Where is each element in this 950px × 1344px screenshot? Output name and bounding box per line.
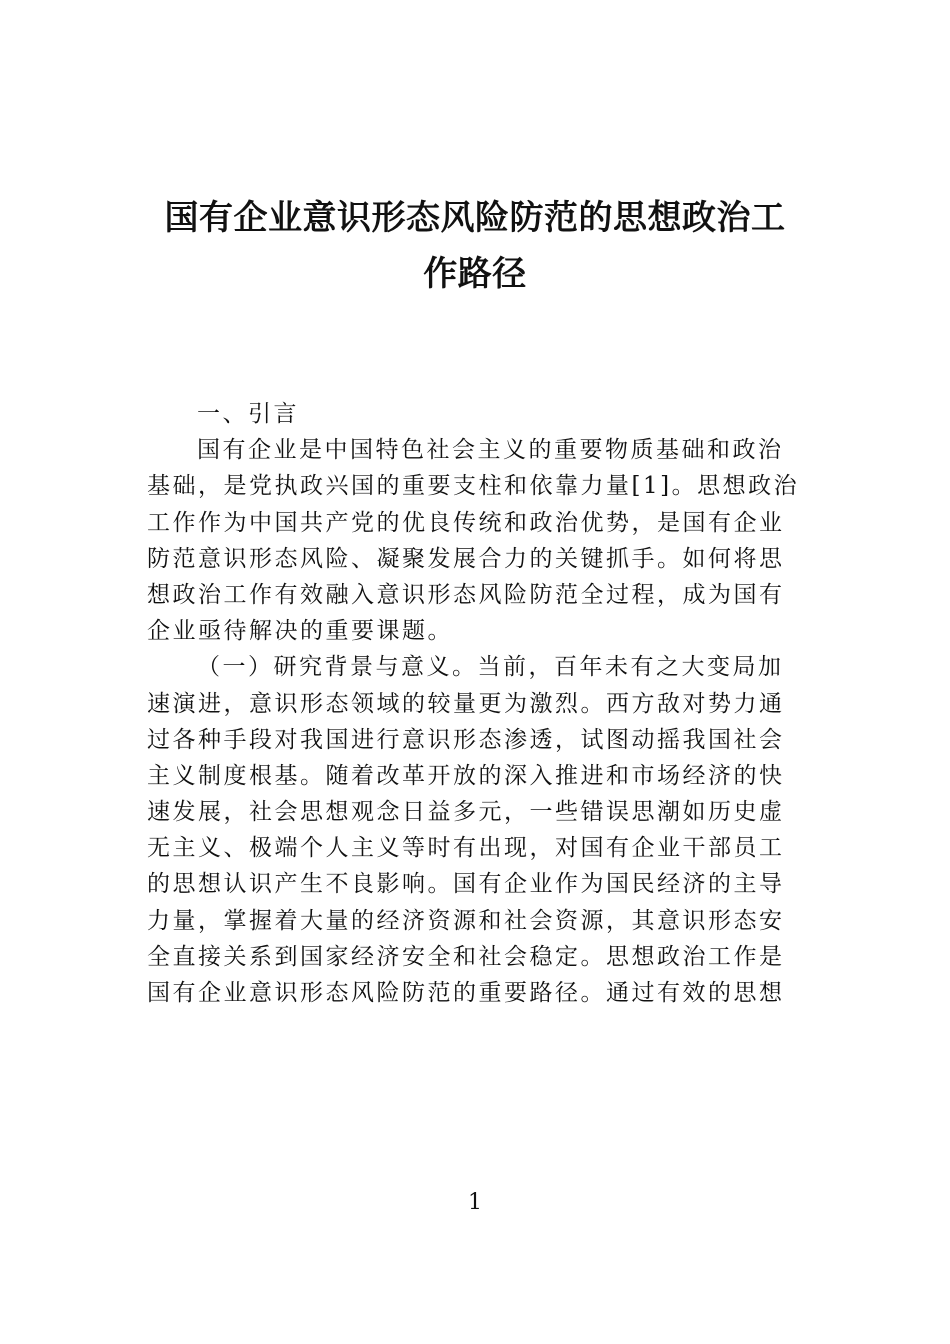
section-heading: 一、引言 — [197, 401, 299, 427]
document-title — [140, 190, 810, 302]
paragraph-line: 基础，是党执政兴国的重要支柱和依靠力量[1]。思想政治 — [147, 473, 800, 500]
paragraph-line: 过各种手段对我国进行意识形态渗透，试图动摇我国社会 — [147, 726, 785, 753]
paragraph-line: 速演进，意识形态领域的较量更为激烈。西方敌对势力通 — [147, 690, 785, 717]
document-body — [147, 396, 805, 1011]
paragraph-line: 无主义、极端个人主义等时有出现，对国有企业干部员工 — [147, 835, 785, 862]
paragraph-line: 国有企业意识形态风险防范的重要路径。通过有效的思想 — [147, 980, 785, 1006]
title-line-1: 国有企业意识形态风险防范的思想政治工 — [164, 198, 786, 238]
paragraph-line: 防范意识形态风险、凝聚发展合力的关键抓手。如何将思 — [147, 545, 785, 572]
paragraph-line: 力量，掌握着大量的经济资源和社会资源，其意识形态安 — [147, 907, 785, 934]
paragraph-line: 想政治工作有效融入意识形态风险防范全过程，成为国有 — [147, 581, 785, 608]
paragraph-line: 的思想认识产生不良影响。国有企业作为国民经济的主导 — [147, 871, 785, 898]
paragraph-line: 速发展，社会思想观念日益多元，一些错误思潮如历史虚 — [147, 799, 785, 826]
paragraph-line: 企业亟待解决的重要课题。 — [147, 618, 453, 645]
page-number: 1 — [468, 1190, 482, 1215]
paragraph-line: 主义制度根基。随着改革开放的深入推进和市场经济的快 — [147, 762, 785, 789]
paragraph-line: （一）研究背景与意义。当前，百年未有之大变局加 — [197, 654, 784, 681]
paragraph-line: 国有企业是中国特色社会主义的重要物质基础和政治 — [197, 437, 784, 464]
paragraph-line: 工作作为中国共产党的优良传统和政治优势，是国有企业 — [147, 509, 785, 536]
paragraph-line: 全直接关系到国家经济安全和社会稳定。思想政治工作是 — [147, 943, 785, 970]
title-line-2: 作路径 — [423, 254, 527, 294]
